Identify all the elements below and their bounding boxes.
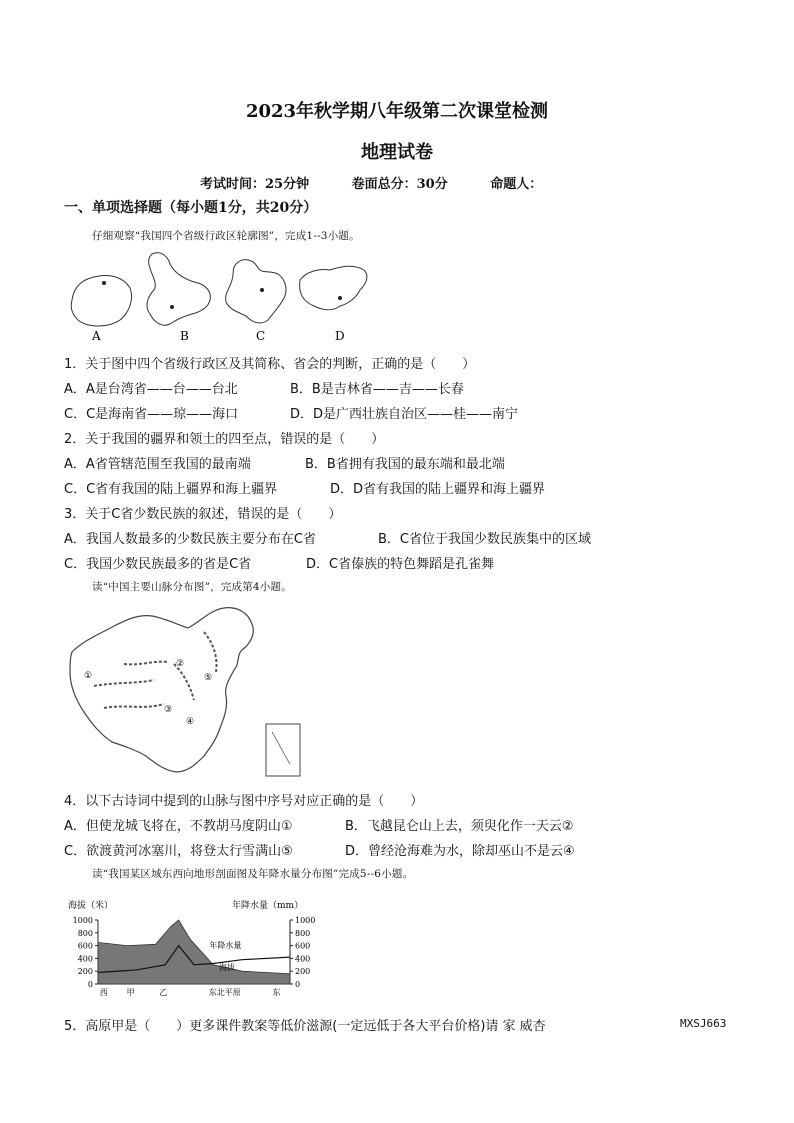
q3-option-b[interactable]: B．C省位于我国少数民族集中的区域: [378, 532, 591, 547]
q4-option-a[interactable]: A．但使龙城飞将在，不教胡马度阴山①: [64, 819, 293, 834]
province-a-outline: [71, 276, 131, 327]
q2-option-b[interactable]: B．B省拥有我国的最东端和最北端: [305, 457, 505, 472]
fig1-label-b: B: [180, 329, 189, 343]
q1-stem: 1．关于图中四个省级行政区及其简称、省会的判断，正确的是（ ）: [64, 357, 476, 372]
section-title: 一、单项选择题（每小题1分，共20分）: [64, 200, 318, 216]
chart-tick-label-right-1: 200: [295, 967, 311, 977]
china-outline: [70, 608, 253, 772]
exam-author: 命题人：: [490, 177, 543, 192]
q3-option-a[interactable]: A．我国人数最多的少数民族主要分布在C省: [64, 532, 316, 547]
q3-option-d[interactable]: D．C省傣族的特色舞蹈是孔雀舞: [306, 557, 495, 572]
province-d-outline: [300, 266, 367, 310]
q1-option-b[interactable]: B．B是吉林省——吉——长春: [290, 382, 464, 397]
chart-tick-label-right-3: 600: [295, 941, 311, 951]
q2-stem: 2．关于我国的疆界和领土的四至点，错误的是（ ）: [64, 432, 385, 447]
fig1-label-d: D: [335, 329, 345, 343]
q4-option-c[interactable]: C．欲渡黄河冰塞川，将登太行雪满山⑤: [64, 844, 293, 859]
chart-tick-label-right-4: 800: [295, 928, 311, 938]
chart-tick-label-left-2: 400: [77, 954, 93, 964]
exam-title: 2023年秋学期八年级第二次课堂检测: [245, 101, 549, 122]
exam-subtitle: 地理试卷: [361, 142, 433, 163]
q2-option-a[interactable]: A．A省管辖范围至我国的最南端: [64, 457, 251, 472]
chart-tick-label-left-0: 0: [87, 980, 93, 989]
series-label-precipitation: 年降水量: [209, 941, 242, 951]
q1-option-c[interactable]: C．C是海南省——琼——海口: [64, 407, 239, 422]
exam-time: 考试时间：25分钟: [200, 177, 310, 192]
q3-stem: 3．关于C省少数民族的叙述，错误的是（ ）: [64, 507, 342, 522]
exam-score: 卷面总分：30分: [351, 177, 448, 192]
elevation-area: [98, 920, 290, 984]
province-b-outline: [147, 253, 210, 326]
china-mountain-map: [64, 604, 310, 784]
chart-tick-label-left-4: 800: [77, 928, 93, 938]
instruction-2: 读“中国主要山脉分布图”，完成第4小题。: [92, 581, 292, 593]
series-label-elevation: 海拔: [218, 962, 235, 972]
exam-meta: [200, 173, 580, 192]
map-mark-2: ②: [176, 659, 185, 669]
south-china-sea-inset: [266, 724, 300, 776]
q4-option-b[interactable]: B．飞越昆仑山上去，须臾化作一天云②: [345, 819, 574, 834]
chart-ylabel-left: 海拔（米）: [68, 901, 114, 911]
q3-option-c[interactable]: C．我国少数民族最多的省是C省: [64, 557, 252, 572]
map-mark-3: ③: [164, 705, 173, 715]
q2-option-c[interactable]: C．C省有我国的陆上疆界和海上疆界: [64, 482, 278, 497]
chart-xlabel-2: 乙: [159, 988, 168, 997]
chart-xlabel-1: 甲: [126, 988, 135, 997]
q4-stem: 4．以下古诗词中提到的山脉与图中序号对应正确的是（ ）: [64, 794, 424, 809]
chart-tick-label-left-1: 200: [77, 967, 93, 977]
q1-option-a[interactable]: A．A是台湾省——台——台北: [64, 382, 238, 397]
chart-xlabel-3: 东北平原: [208, 988, 241, 997]
map-mark-5: ⑤: [204, 673, 213, 683]
terrain-profile-chart: [64, 896, 334, 1002]
q2-option-d[interactable]: D．D省有我国的陆上疆界和海上疆界: [330, 482, 546, 497]
instruction-1: 仔细观察“我国四个省级行政区轮廓图”，完成1--3小题。: [92, 230, 360, 242]
map-mark-4: ④: [186, 717, 195, 727]
fig1-label-c: C: [256, 329, 266, 343]
chart-tick-label-right-0: 0: [295, 980, 301, 989]
chart-tick-label-right-5: 1000: [295, 916, 316, 925]
chart-tick-label-left-3: 600: [77, 941, 93, 951]
fig1-label-a: A: [92, 329, 101, 343]
q1-option-d[interactable]: D．D是广西壮族自治区——桂——南宁: [290, 407, 519, 422]
chart-tick-label-right-2: 400: [295, 954, 311, 964]
doc-code: MXSJ663: [680, 1017, 727, 1030]
chart-xlabel-4: 东: [272, 988, 281, 997]
chart-xlabel-0: 西: [99, 988, 108, 997]
chart-tick-label-left-5: 1000: [72, 916, 93, 925]
q5-stem: 5．高原甲是（ ）更多课件教案等低价滋源(一定远低于各大平台价格)请 家 威杏: [64, 1019, 546, 1034]
map-mark-1: ①: [84, 671, 93, 681]
instruction-3: 读“我国某区域东西向地形剖面图及年降水量分布图”完成5--6小题。: [92, 868, 414, 880]
province-outline-figure: [64, 250, 394, 345]
chart-ylabel-right: 年降水量（mm）: [232, 901, 304, 911]
q4-option-d[interactable]: D．曾经沧海难为水，除却巫山不是云④: [345, 844, 575, 859]
province-c-outline: [226, 260, 286, 323]
